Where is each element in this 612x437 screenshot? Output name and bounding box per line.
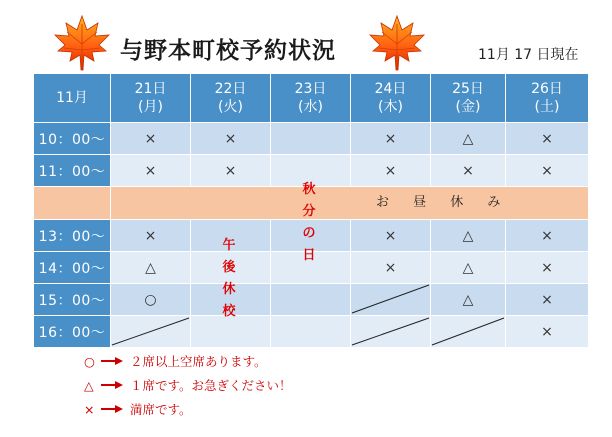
legend-item xyxy=(84,376,292,394)
status-cell: × xyxy=(506,220,589,252)
day-date: 23日 xyxy=(294,81,327,97)
status-cell: × xyxy=(431,155,506,187)
status-cell xyxy=(351,316,431,348)
status-cell: × xyxy=(506,252,589,284)
header-row xyxy=(34,74,589,123)
page-title: 与野本町校予約状況 xyxy=(120,38,336,64)
day-header xyxy=(271,74,351,123)
lunch-cell xyxy=(111,187,589,220)
status-cell: × xyxy=(351,123,431,155)
status-cell: △ xyxy=(431,284,506,316)
legend-text: ２席以上空席あります。 xyxy=(130,354,267,369)
legend-text: 満席です。 xyxy=(130,402,192,417)
legend-item xyxy=(84,400,192,418)
time-slot: 14：00～ xyxy=(34,252,111,284)
as-of-date: 11月 17 日現在 xyxy=(478,47,579,63)
status-cell: × xyxy=(351,155,431,187)
status-cell: △ xyxy=(431,123,506,155)
status-cell: × xyxy=(506,284,589,316)
maple-leaf-icon xyxy=(367,14,427,72)
time-slot: 13：00～ xyxy=(34,220,111,252)
status-cell: × xyxy=(111,220,191,252)
status-cell: × xyxy=(351,220,431,252)
day-of-week: (金) xyxy=(455,99,481,115)
day-date: 25日 xyxy=(452,81,484,97)
time-slot: 11：00～ xyxy=(34,155,111,187)
status-cell: △ xyxy=(111,252,191,284)
status-cell xyxy=(271,284,351,316)
holiday-char: 日 xyxy=(302,248,316,263)
day-date: 22日 xyxy=(214,81,247,97)
status-cell: × xyxy=(351,252,431,284)
table-row xyxy=(34,284,589,316)
month-header: 11月 xyxy=(34,74,111,123)
day-header xyxy=(111,74,191,123)
legend-symbol: × xyxy=(84,401,95,417)
legend-text: １席です。お急ぎください！ xyxy=(130,378,292,393)
status-cell: × xyxy=(506,123,589,155)
lunch-break-label: お 昼 休 み xyxy=(376,195,511,210)
day-of-week: (月) xyxy=(138,99,163,115)
lunch-time-cell xyxy=(34,187,111,220)
day-date: 21日 xyxy=(134,81,167,97)
table-row xyxy=(34,123,589,155)
time-slot: 10：00～ xyxy=(34,123,111,155)
status-cell: × xyxy=(506,316,589,348)
legend-symbol: △ xyxy=(84,377,94,393)
status-cell xyxy=(111,316,191,348)
closed-char: 後 xyxy=(222,260,236,275)
time-slot: 15：00～ xyxy=(34,284,111,316)
status-cell: × xyxy=(191,123,271,155)
status-cell: △ xyxy=(431,252,506,284)
closed-char: 校 xyxy=(222,304,236,319)
day-of-week: (木) xyxy=(378,99,403,115)
legend-item xyxy=(84,352,267,370)
holiday-char: 秋 xyxy=(302,182,316,197)
day-date: 26日 xyxy=(531,81,563,97)
legend-symbol: ○ xyxy=(84,353,95,369)
arrow-right-icon xyxy=(100,380,124,390)
table-row xyxy=(34,316,589,348)
status-cell xyxy=(271,123,351,155)
day-of-week: (水) xyxy=(298,99,323,115)
closed-char: 午 xyxy=(222,238,236,253)
holiday-label xyxy=(300,179,318,267)
day-header xyxy=(506,74,589,123)
day-of-week: (土) xyxy=(534,99,560,115)
closed-char: 休 xyxy=(222,282,236,297)
day-date: 24日 xyxy=(374,81,407,97)
status-cell: × xyxy=(111,123,191,155)
holiday-char: の xyxy=(302,226,316,241)
status-cell xyxy=(431,316,506,348)
time-slot: 16：00～ xyxy=(34,316,111,348)
status-cell: × xyxy=(506,155,589,187)
holiday-char: 分 xyxy=(302,204,316,219)
status-cell xyxy=(351,284,431,316)
arrow-right-icon xyxy=(100,356,124,366)
status-cell: × xyxy=(191,155,271,187)
status-cell xyxy=(271,316,351,348)
status-cell: △ xyxy=(431,220,506,252)
status-cell: ○ xyxy=(111,284,191,316)
day-of-week: (火) xyxy=(218,99,243,115)
day-header xyxy=(431,74,506,123)
day-header xyxy=(351,74,431,123)
afternoon-closed-label xyxy=(220,235,238,323)
maple-leaf-icon xyxy=(52,14,112,72)
day-header xyxy=(191,74,271,123)
arrow-right-icon xyxy=(100,404,124,414)
status-cell: × xyxy=(111,155,191,187)
